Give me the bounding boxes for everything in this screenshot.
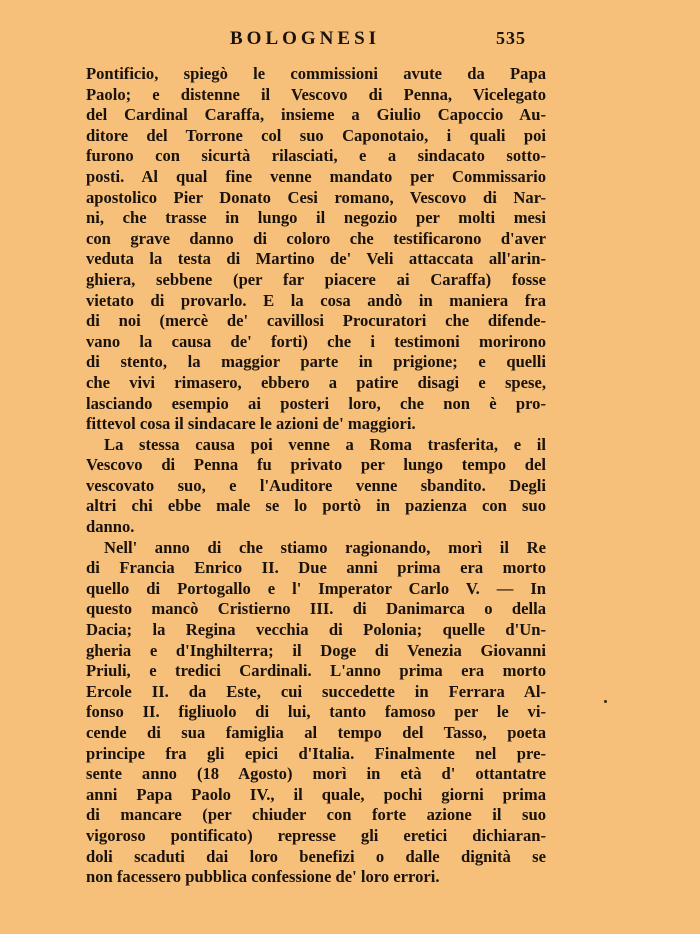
- text-line: principe fra gli epici d'Italia. Finalmente nel pre-: [86, 743, 546, 763]
- text-line: questo mancò Cristierno III. di Danimarca o della: [86, 599, 546, 619]
- text-line: ditore del Torrone col suo Caponotaio, i quali poi: [86, 125, 546, 145]
- text-line: sente anno (18 Agosto) morì in età d' ottantatre: [86, 764, 546, 784]
- text-line: altri chi ebbe male se lo portò in pazienza con suo: [86, 496, 546, 516]
- text-line: fittevol cosa il sindacare le azioni de' maggiori.: [86, 414, 416, 434]
- text-line: fonso II. figliuolo di lui, tanto famoso per le vi-: [86, 702, 546, 722]
- text-line: con grave danno di coloro che testificarono d'aver: [86, 228, 546, 248]
- text-line: lasciando esempio ai posteri loro, che non è pro-: [86, 393, 546, 413]
- text-line: non facessero pubblica confessione de' loro errori.: [86, 867, 440, 887]
- text-line: gheria e d'Inghilterra; il Doge di Venezia Giovanni: [86, 640, 546, 660]
- text-line: del Cardinal Caraffa, insieme a Giulio Capoccio Au-: [86, 105, 546, 125]
- page-number: 535: [496, 28, 526, 48]
- text-line: vano la causa de' forti) che i testimoni morirono: [86, 331, 546, 351]
- text-line: di Francia Enrico II. Due anni prima era morto: [86, 558, 546, 578]
- text-line: ghiera, sebbene (per far piacere ai Caraffa) fosse: [86, 269, 546, 289]
- paragraph: [86, 64, 546, 435]
- text-line: Paolo; e distenne il Vescovo di Penna, Vicelegato: [86, 84, 546, 104]
- text-line: apostolico Pier Donato Cesi romano, Vescovo di Nar-: [86, 187, 546, 207]
- text-line: vescovato suo, e l'Auditore venne sbandito. Degli: [86, 475, 546, 495]
- paragraph: [86, 435, 546, 538]
- text-line: ni, che trasse in lungo il negozio per molti mesi: [86, 208, 546, 228]
- text-line: doli scaduti dai loro benefizi o dalle dignità se: [86, 846, 546, 866]
- text-line: quello di Portogallo e l' Imperator Carlo V. — In: [86, 578, 546, 598]
- text-line: veduta la testa di Martino de' Veli attaccata all'arin-: [86, 249, 546, 269]
- text-line: che vivi rimasero, ebbero a patire disagi e spese,: [86, 372, 546, 392]
- text-line: Vescovo di Penna fu privato per lungo tempo del: [86, 455, 546, 475]
- paper-speck: [604, 700, 607, 703]
- body-text: [86, 64, 546, 888]
- text-line: Ercole II. da Este, cui succedette in Ferrara Al-: [86, 681, 546, 701]
- text-line: Priuli, e tredici Cardinali. L'anno prima era morto: [86, 661, 546, 681]
- text-line: furono con sicurtà rilasciati, e a sindacato sotto-: [86, 146, 546, 166]
- text-line: posti. Al qual fine venne mandato per Commissario: [86, 166, 546, 186]
- text-line: vigoroso pontificato) represse gli eretici dichiaran-: [86, 825, 546, 845]
- running-head: [88, 28, 546, 52]
- text-line: danno.: [86, 517, 135, 537]
- paragraph: [86, 538, 546, 888]
- text-line: di mancare (per chiuder con forte azione il suo: [86, 805, 546, 825]
- text-line: cende di sua famiglia al tempo del Tasso, poeta: [86, 723, 546, 742]
- text-line: di stento, la maggior parte in prigione; e quelli: [86, 352, 546, 372]
- text-line: Nell' anno di che stiamo ragionando, morì il Re: [104, 537, 546, 557]
- running-head-title: BOLOGNESI: [230, 28, 381, 49]
- text-line: Dacia; la Regina vecchia di Polonia; quelle d'Un-: [86, 620, 546, 640]
- text-line: Pontificio, spiegò le commissioni avute da Papa: [86, 64, 546, 83]
- text-line: anni Papa Paolo IV., il quale, pochi giorni prima: [86, 784, 546, 804]
- text-line: La stessa causa poi venne a Roma trasferita, e il: [104, 434, 546, 454]
- text-line: vietato di provarlo. E la cosa andò in maniera fra: [86, 290, 546, 310]
- text-line: di noi (mercè de' cavillosi Procuratori che difende-: [86, 311, 546, 331]
